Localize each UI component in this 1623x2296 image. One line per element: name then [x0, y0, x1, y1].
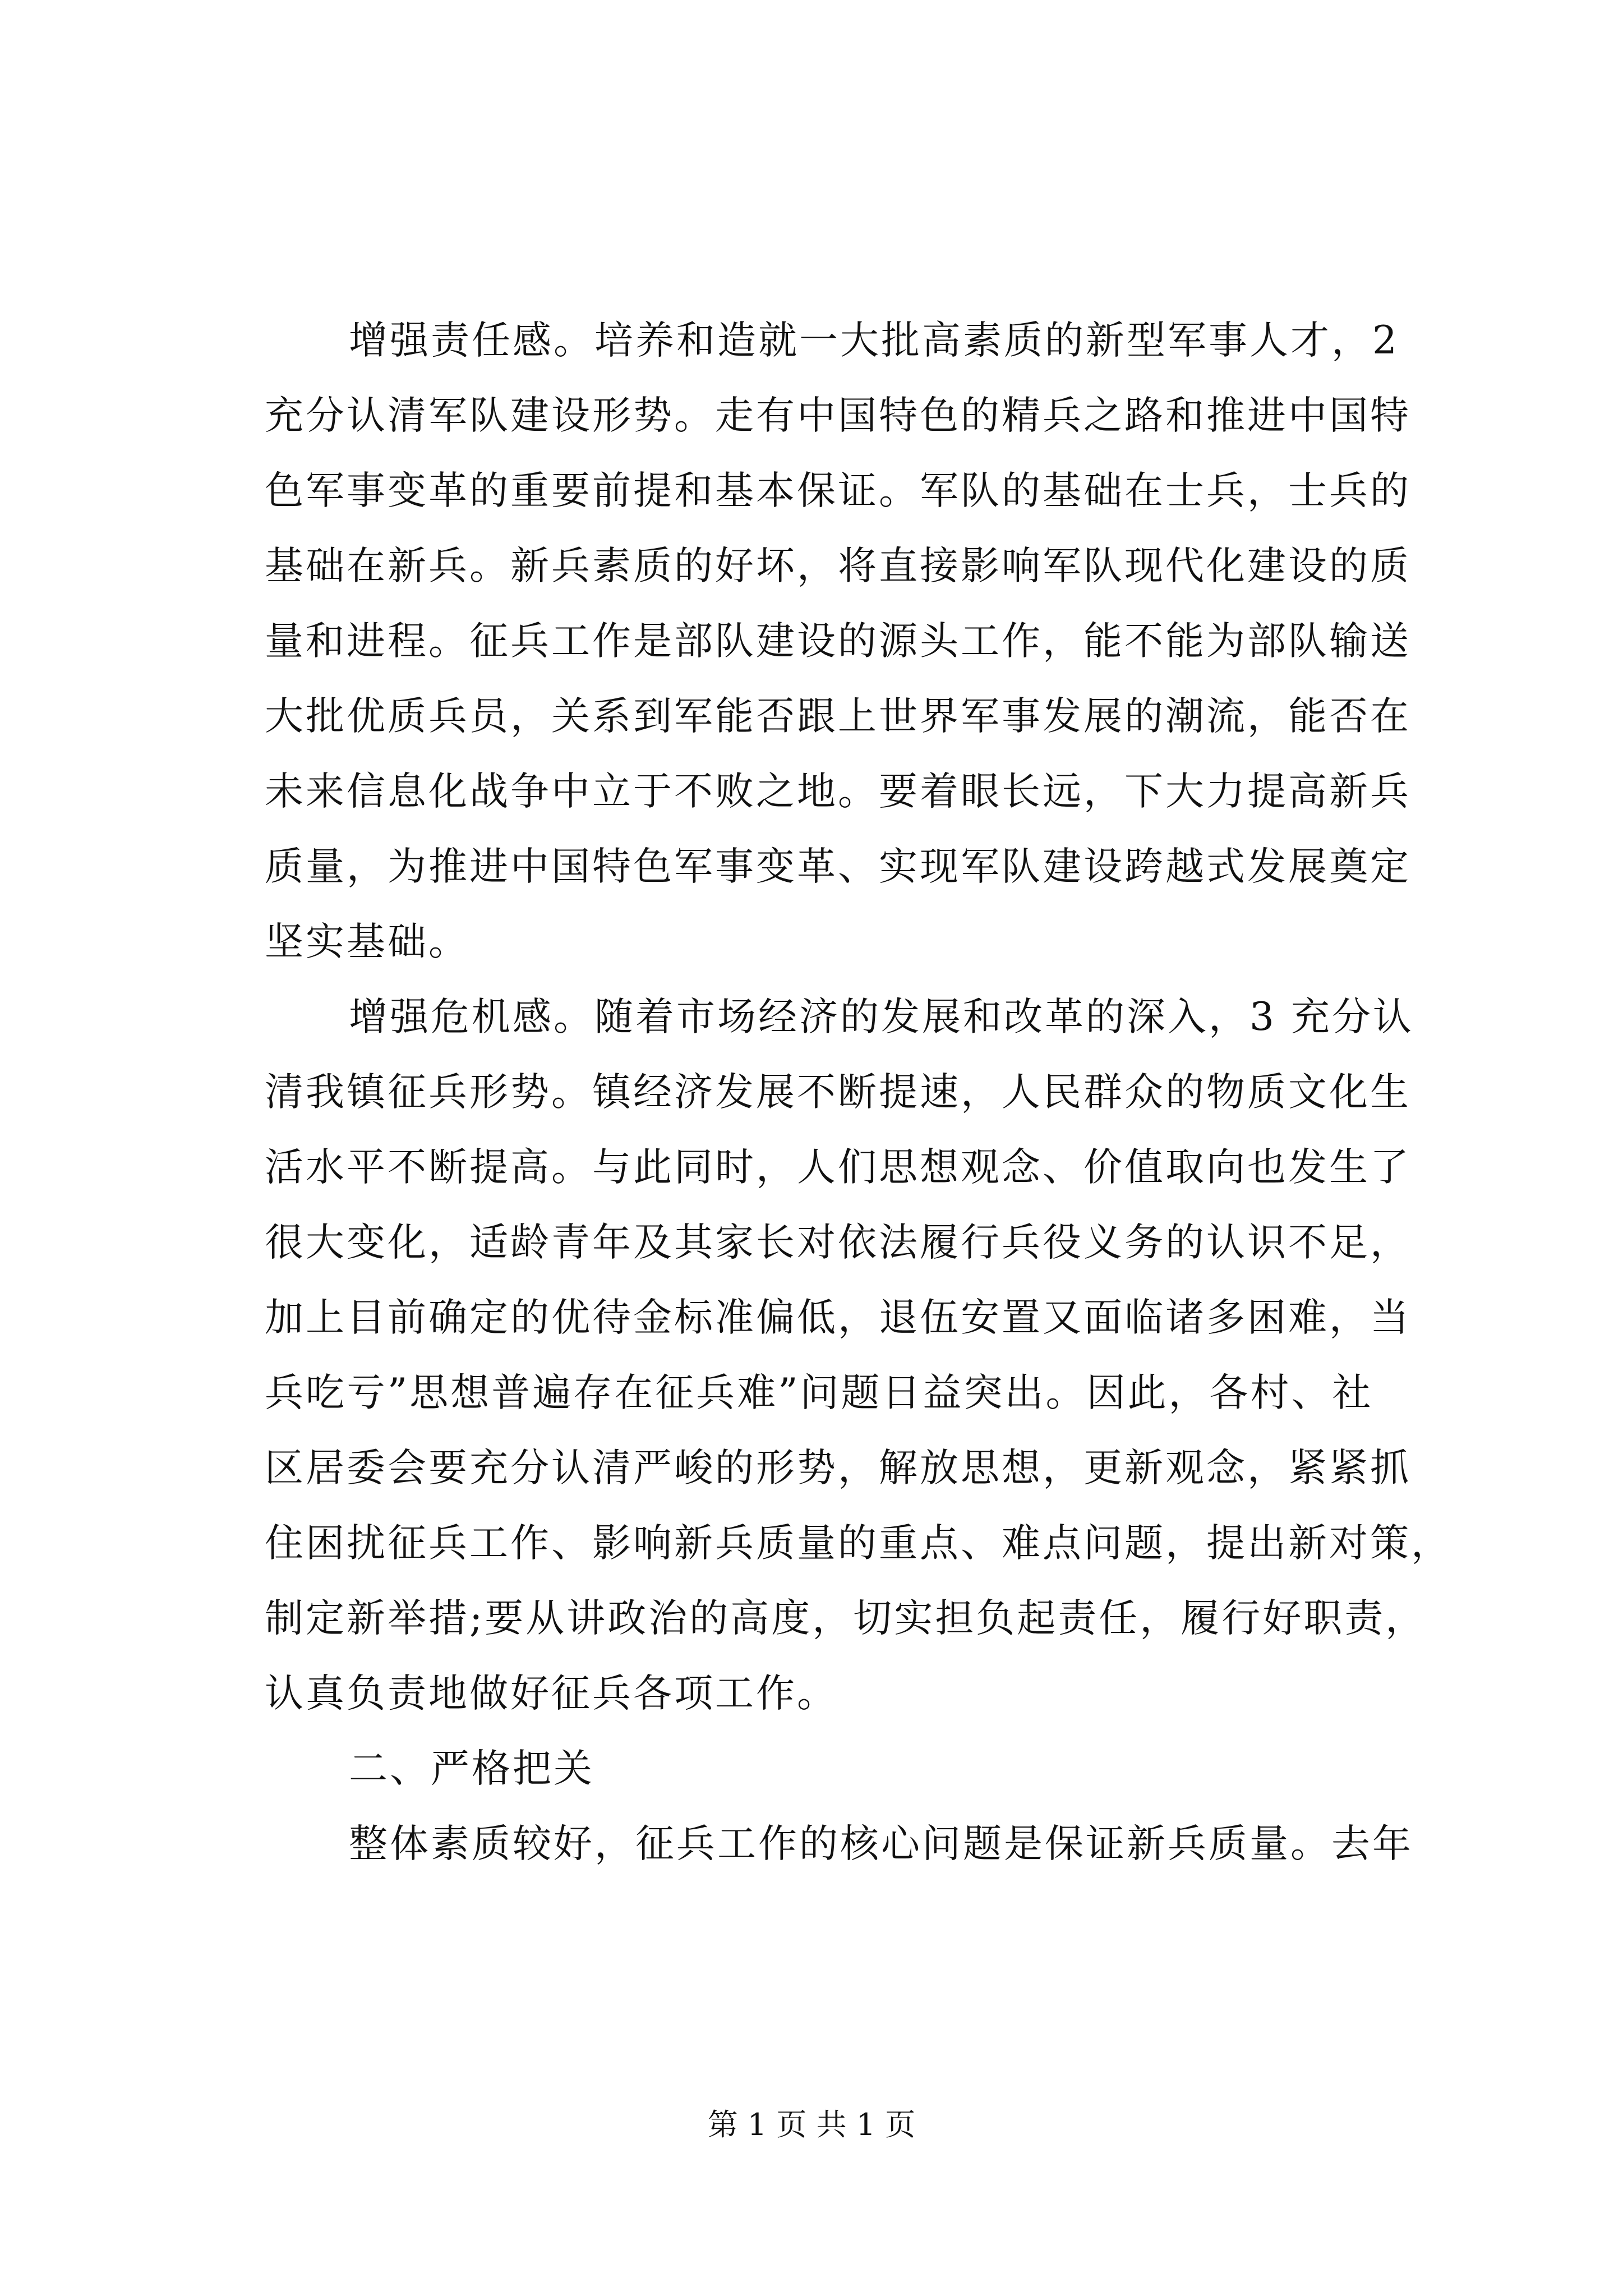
paragraph-line: 色军事变革的重要前提和基本保证。军队的基础在士兵，士兵的: [265, 468, 1411, 513]
paragraph-line: 认真负责地做好征兵各项工作。: [265, 1671, 838, 1716]
paragraph-line: 充分认清军队建设形势。走有中国特色的精兵之路和推进中国特: [265, 393, 1411, 438]
paragraph-line: 坚实基础。: [265, 919, 469, 964]
document-body: [265, 303, 1452, 1881]
paragraph-line: 兵吃亏”思想普遍存在征兵难”问题日益突出。因此，各村、社: [265, 1370, 1373, 1415]
paragraph-line: 加上目前确定的优待金标准偏低，退伍安置又面临诸多困难，当: [265, 1295, 1411, 1340]
paragraph-line: 量和进程。征兵工作是部队建设的源头工作，能不能为部队输送: [265, 619, 1411, 664]
paragraph-line: 整体素质较好，征兵工作的核心问题是保证新兵质量。去年: [349, 1821, 1413, 1866]
paragraph-line: 增强危机感。随着市场经济的发展和改革的深入，3 充分认: [349, 995, 1414, 1039]
paragraph-line: 区居委会要充分认清严峻的形势，解放思想，更新观念，紧紧抓: [265, 1446, 1411, 1490]
paragraph-line: 制定新举措;要从讲政治的高度，切实担负起责任，履行好职责，: [265, 1596, 1427, 1641]
paragraph-line: 很大变化，适龄青年及其家长对依法履行兵役义务的认识不足，: [265, 1220, 1411, 1265]
paragraph-line: 活水平不断提高。与此同时，人们思想观念、价值取向也发生了: [265, 1145, 1411, 1190]
paragraph-line: 基础在新兵。新兵素质的好坏，将直接影响军队现代化建设的质: [265, 544, 1411, 588]
paragraph-line: 清我镇征兵形势。镇经济发展不断提速，人民群众的物质文化生: [265, 1070, 1411, 1115]
paragraph-line: 大批优质兵员，关系到军能否跟上世界军事发展的潮流，能否在: [265, 694, 1411, 739]
paragraph-line: 质量，为推进中国特色军事变革、实现军队建设跨越式发展奠定: [265, 844, 1411, 889]
page-number-footer: 第 1 页 共 1 页: [707, 2107, 916, 2142]
paragraph-line: 未来信息化战争中立于不败之地。要着眼长远，下大力提高新兵: [265, 769, 1411, 814]
paragraph-line: 增强责任感。培养和造就一大批高素质的新型军事人才，2: [349, 318, 1399, 363]
paragraph-line: 住困扰征兵工作、影响新兵质量的重点、难点问题，提出新对策，: [265, 1521, 1452, 1566]
section-heading: 二、严格把关: [349, 1746, 594, 1791]
